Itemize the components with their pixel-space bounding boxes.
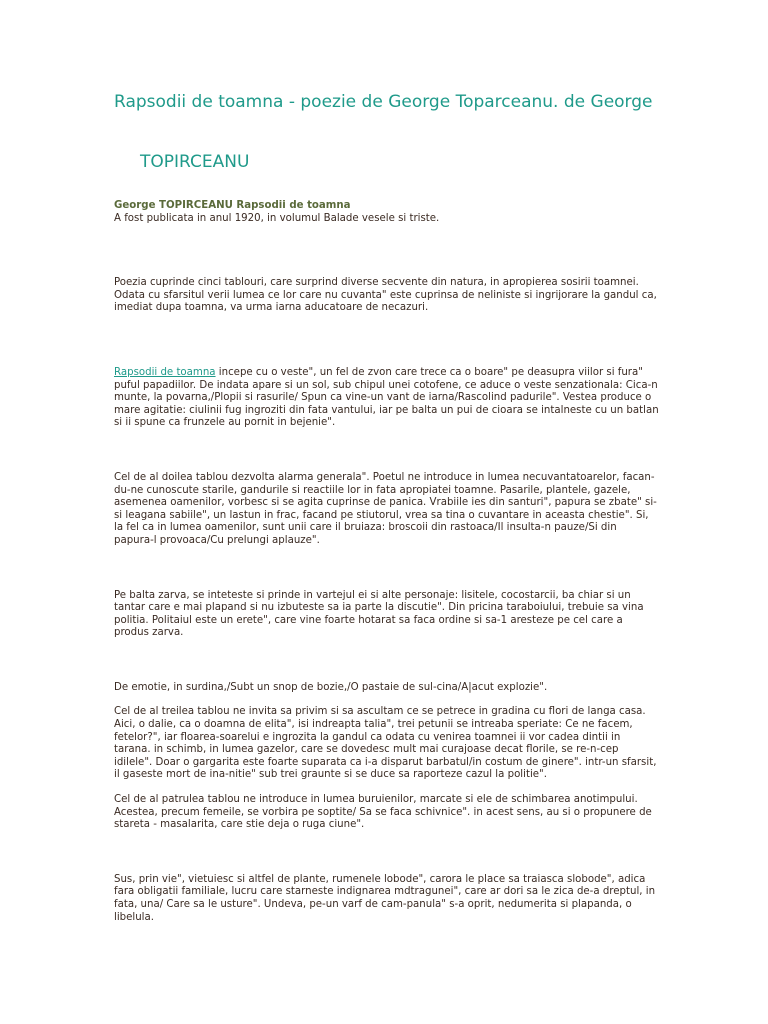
poem-title-link[interactable]: Rapsodii de toamna [114, 366, 216, 378]
intro-paragraph: A fost publicata in anul 1920, in volumul Balade vesele si triste. [114, 212, 440, 224]
paragraph-2-text: incepe cu o veste", un fel de zvon care trece ca o boare" pe deasupra viilor si fura" puful papadiilor. De indata apare si un sol, sub chipul unei cotofene, ce aduce o veste senzationala: Cica-n munte, la povarna,/Plopii si rasurile/ Spun ca vine-un vant de iarna/Rascolind padurile". Vestea produce o mare agitatie: ciulinii fug ingroziti din fata vantului, iar pe balta un pui de cioara se intalneste cu un batlan si ii spune ca frunzele au pornit in bejenie". [114, 366, 659, 429]
subheading: George TOPIRCEANU Rapsodii de toamna [114, 200, 351, 211]
paragraph-2 [114, 367, 659, 430]
paragraph-7: Cel de al patrulea tablou ne introduce in lumea buruienilor, marcate si ele de schimbarea anotimpului. Acestea, precum femeile, se vorbira pe soptite/ Sa se faca schivnice". in acest sens, au si o propunere de stareta - masalarita, care stie deja o ruga ciune". [114, 794, 652, 831]
paragraph-6: Cel de al treilea tablou ne invita sa privim si sa ascultam ce se petrece in gradina cu flori de langa casa. Aici, o dalie, ca o doamna de elita", isi indreapta talia", trei petunii se intreaba speriate: Ce ne facem, fetelor?", iar floarea-soarelui e ingrozita la gandul ca odata cu venirea toamnei ii vor cadea dintii in tarana. in schimb, in lumea gazelor, care se dovedesc mult mai curajoase decat florile, se re-n-cep idilele". Doar o gargarita este foarte suparata ca i-a disparut barbatul/in costum de ginere". intr-un sfarsit, il gaseste mort de ina-nitie" sub trei graunte si se duce sa raporteze cazul la politie". [114, 706, 657, 781]
paragraph-3: Cel de al doilea tablou dezvolta alarma generala". Poetul ne introduce in lumea necuvantatoarelor, facan-du-ne cunoscute starile, gandurile si reactiile lor in fata apropiatei toamne. Pasarile, plantele, gazele, asemenea oamenilor, vorbesc si se agita cuprinse de panica. Vrabiile ies din santuri", papura se zbate" si-si leagana sabiile", un lastun in frac, facand pe stiutorul, vrea sa tina o cuvantare in aceasta chestie". Si, la fel ca in lumea oamenilor, sunt unii care il bruiaza: broscoii din rastoaca/Il insulta-n pauze/Si din papura-l provoaca/Cu prelungi aplauze". [114, 471, 657, 546]
paragraph-5: De emotie, in surdina,/Subt un snop de bozie,/O pastaie de sul-cina/A|acut explozie". [114, 681, 548, 693]
page-title: Rapsodii de toamna - poezie de George Toparceanu. de George [114, 92, 653, 112]
article-body [114, 200, 659, 924]
paragraph-1: Poezia cuprinde cinci tablouri, care surprind diverse secvente din natura, in apropierea sosirii toamnei. Odata cu sfarsitul verii lumea ce lor care nu cuvanta" este cuprinsa de neliniste si ingrijorare la gandul ca, imediat dupa toamna, va urma iarna aducatoare de necazuri. [114, 277, 657, 314]
paragraph-8: Sus, prin vie", vietuiesc si altfel de plante, rumenele lobode", carora le place sa traiasca slobode", adica fara obligatii familiale, lucru care starneste indignarea mdtragunei", care ar dori sa le zica de-a dreptul, in fata, una/ Care sa le usture". Undeva, pe-un varf de cam-panula" s-a oprit, nedumerita si plapanda, o libelula. [114, 873, 656, 923]
paragraph-4: Pe balta zarva, se inteteste si prinde in vartejul ei si alte personaje: lisitele, cocostarcii, ba chiar si un tantar care e mai plapand si nu izbuteste sa ia parte la discutie". Din pricina taraboiului, trebuie sa vina politia. Politaiul este un erete", care vine foarte hotarat sa faca ordine si sa-1 aresteze pe cel care a produs zarva. [114, 589, 644, 639]
page-title-continued: TOPIRCEANU [140, 152, 250, 172]
